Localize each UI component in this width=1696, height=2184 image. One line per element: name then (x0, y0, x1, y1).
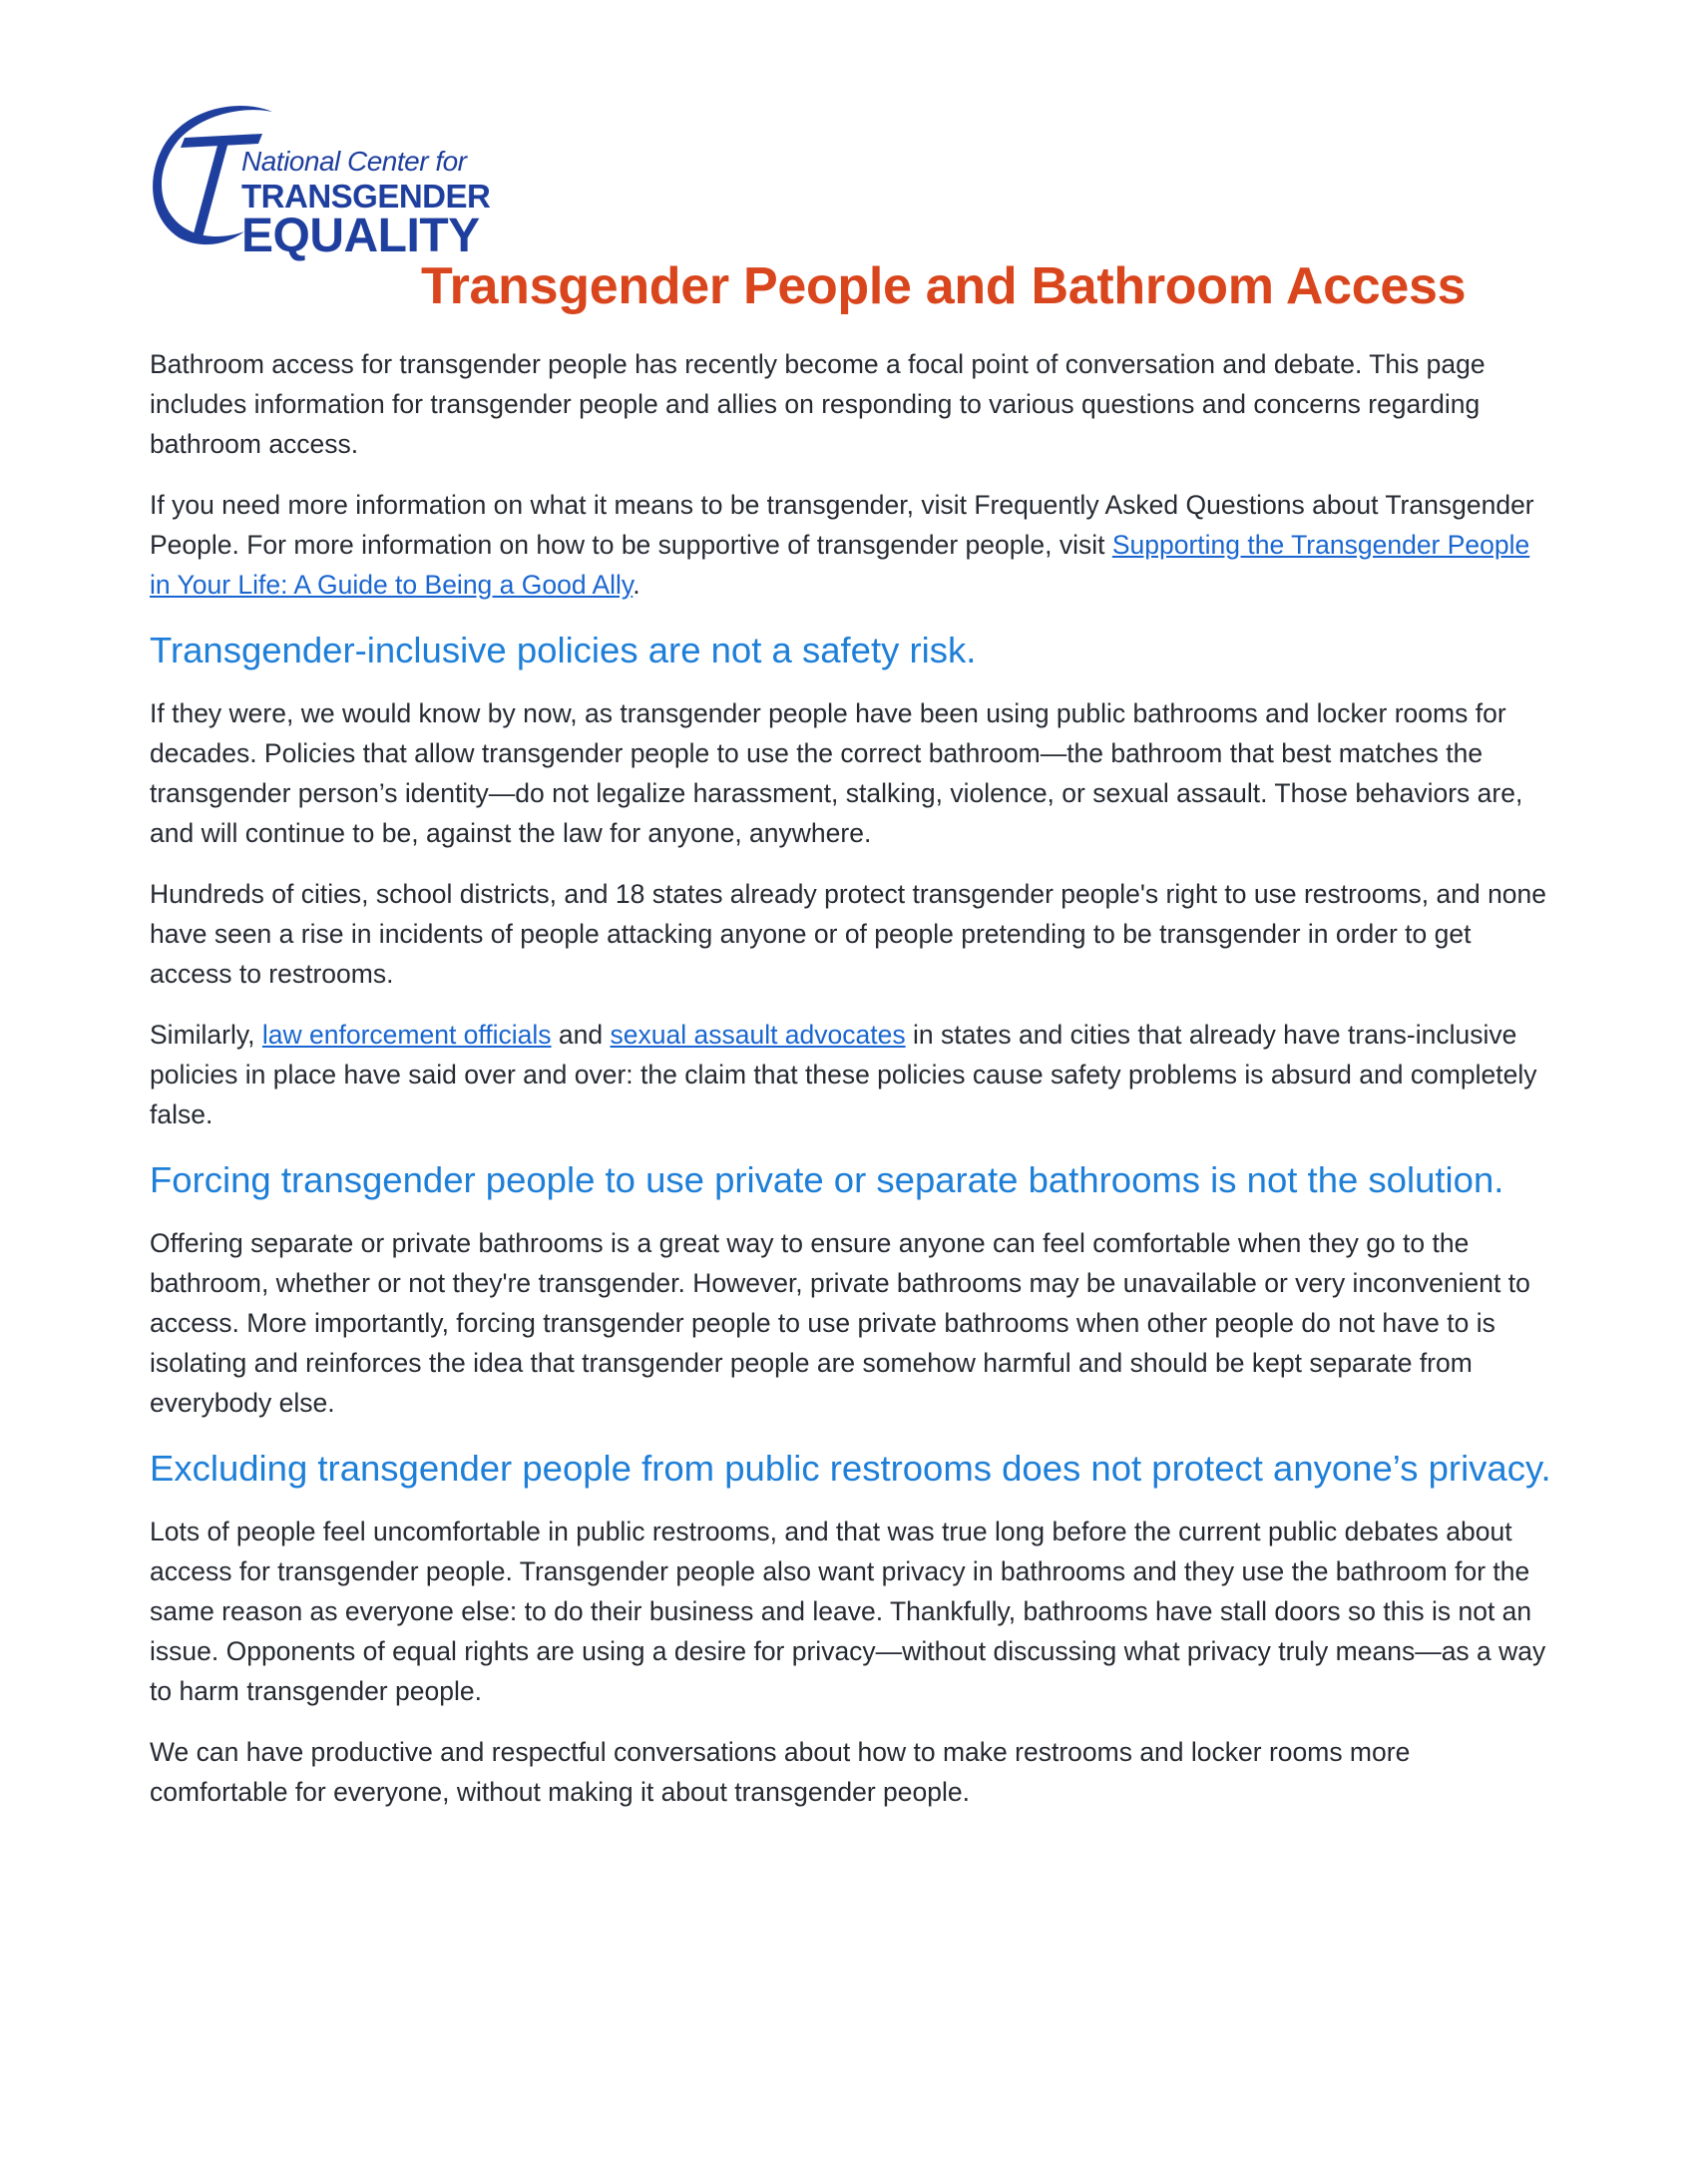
good-ally-guide-link[interactable]: Supporting the Transgender People in Your Life: A Guide to Being a Good Ally (150, 530, 1530, 600)
section-1-paragraph-2: Hundreds of cities, school districts, and 18 states already protect transgender people's right to use restrooms, and none have seen a rise in incidents of people attacking anyone or of people pretending to be transgender in order to get access to restrooms. (150, 879, 1547, 989)
logo-line-2: TRANSGENDER (241, 178, 491, 215)
intro-paragraph-1: Bathroom access for transgender people has recently become a focal point of conversation and debate. This page includes information for transgender people and allies on responding to various questions and concerns regarding bathroom access. (150, 349, 1485, 459)
s1-p3-end: in states and cities that already have trans-inclusive policies in place have said over and over: the claim that these policies cause safety problems is absurd and completely false. (150, 1020, 1537, 1129)
logo-line-3: EQUALITY (241, 210, 480, 262)
section-3-heading: Excluding transgender people from public restrooms does not protect anyone’s privacy. (150, 1448, 1551, 1489)
section-1-paragraph-1: If they were, we would know by now, as transgender people have been using public bathrooms and locker rooms for decades. Policies that allow transgender people to use the correct bathroom—the bathroom that best matches the transgender person’s identity—do not legalize harassment, stalking, violence, or sexual assault. Those behaviors are, and will continue to be, against the law for anyone, anywhere. (150, 698, 1523, 848)
section-1-heading: Transgender-inclusive policies are not a safety risk. (150, 630, 977, 670)
sexual-assault-advocates-link[interactable]: sexual assault advocates (610, 1020, 906, 1050)
logo (145, 100, 491, 262)
section-1-paragraph-3 (150, 1015, 1551, 1134)
s1-p3-start: Similarly, (150, 1020, 262, 1050)
intro-p2-end: . (633, 570, 640, 600)
section-2-heading: Forcing transgender people to use private or separate bathrooms is not the solution. (150, 1159, 1504, 1200)
document-body (150, 344, 1551, 1833)
section-3-paragraph-2: We can have productive and respectful conversations about how to make restrooms and locker rooms more comfortable for everyone, without making it about transgender people. (150, 1737, 1411, 1807)
intro-p2-text: If you need more information on what it means to be transgender, visit Frequently Asked Questions about Transgender People. For more information on how to be supportive of transgender people, visit (150, 490, 1534, 560)
s1-p3-mid: and (551, 1020, 611, 1050)
logo-text (241, 148, 490, 260)
section-2-paragraph-1: Offering separate or private bathrooms is a great way to ensure anyone can feel comfortable when they go to the bathroom, whether or not they're transgender. However, private bathrooms may be unavailable or very inconvenient to access. More importantly, forcing transgender people to use private bathrooms when other people do not have to is isolating and reinforces the idea that transgender people are somehow harmful and should be kept separate from everybody else. (150, 1228, 1530, 1418)
page-title: Transgender People and Bathroom Access (421, 257, 1467, 315)
intro-paragraph-2 (150, 485, 1551, 605)
law-enforcement-officials-link[interactable]: law enforcement officials (261, 1020, 552, 1050)
section-3-paragraph-1: Lots of people feel uncomfortable in public restrooms, and that was true long before the current public debates about access for transgender people. Transgender people also want privacy in bathrooms and they use the bathroom for the same reason as everyone else: to do their business and leave. Thankfully, bathrooms have stall doors so this is not an issue. Opponents of equal rights are using a desire for privacy—without discussing what privacy truly means—as a way to harm transgender people. (150, 1517, 1546, 1706)
logo-line-1: National Center for (241, 146, 467, 177)
